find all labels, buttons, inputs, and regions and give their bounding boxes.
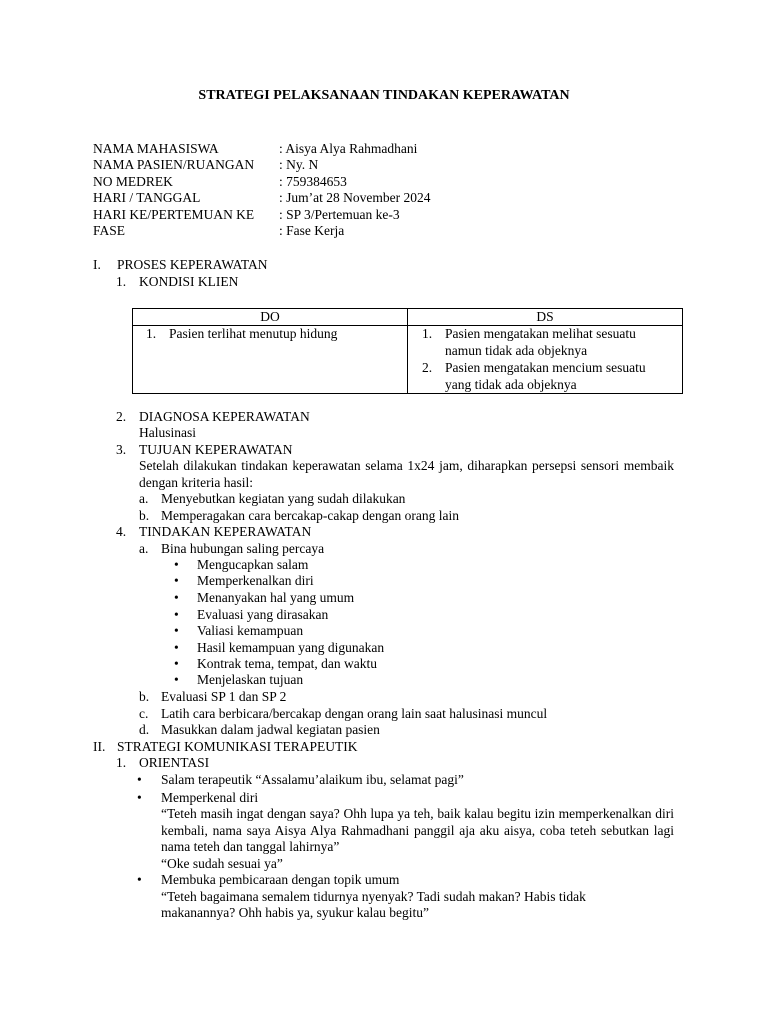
identity-value: : 759384653 [279,174,347,189]
subsection-number: 1. [116,755,127,770]
dialogue-quote: “Teteh masih ingat dengan saya? Ohh lupa ya teh, baik kalau begitu izin memperkenalkan diri kembali, nama saya Aisya Alya Rahmadhani panggil aja aku aisya, coba teteh sebutkan lagi nama teteh dan tanggal lahirnya” [161,806,674,855]
subsection-heading: TINDAKAN KEPERAWATAN [139,524,312,539]
subsection-number: 3. [116,442,127,457]
ds-cell [408,326,683,394]
action-bullet: Hasil kemampuan yang digunakan [197,640,385,655]
dialogue-quote: makanannya? Ohh habis ya, syukur kalau begitu” [161,905,430,920]
identity-label: NAMA MAHASISWA [93,141,219,156]
bullet-icon: • [174,656,179,671]
list-marker: b. [139,689,150,704]
ds-item: Pasien mengatakan mencium sesuatu [445,360,646,375]
bullet-icon: • [174,640,179,655]
dialogue-quote: “Oke sudah sesuai ya” [161,856,283,871]
list-marker: 1. [422,326,433,341]
bullet-icon: • [174,557,179,572]
action-bullet: Mengucapkan salam [197,557,309,572]
orientation-item: Membuka pembicaraan dengan topik umum [161,872,400,887]
action-bullet: Valiasi kemampuan [197,623,304,638]
list-marker: d. [139,722,150,737]
diagnosis-text: Halusinasi [139,425,196,440]
subsection-heading: KONDISI KLIEN [139,274,239,289]
action-bullet: Menanyakan hal yang umum [197,590,355,605]
bullet-icon: • [137,790,142,805]
identity-label: NO MEDREK [93,174,173,189]
action-bullet: Menjelaskan tujuan [197,672,304,687]
subsection-heading: ORIENTASI [139,755,210,770]
identity-value: : Fase Kerja [279,223,345,238]
list-marker: 2. [422,360,433,375]
action-item: Bina hubungan saling percaya [161,541,325,556]
identity-value: : Aisya Alya Rahmadhani [279,141,418,156]
bullet-icon: • [174,573,179,588]
identity-value: : Ny. N [279,157,319,172]
action-item: Evaluasi SP 1 dan SP 2 [161,689,287,704]
subsection-heading: TUJUAN KEPERAWATAN [139,442,293,457]
identity-label: NAMA PASIEN/RUANGAN [93,157,255,172]
section-heading: STRATEGI KOMUNIKASI TERAPEUTIK [117,739,358,754]
action-bullet: Kontrak tema, tempat, dan waktu [197,656,377,671]
goal-paragraph: Setelah dilakukan tindakan keperawatan selama 1x24 jam, diharapkan persepsi sensori membaik dengan kriteria hasil: [139,458,674,490]
bullet-icon: • [174,623,179,638]
do-cell [133,326,408,394]
goal-item: Menyebutkan kegiatan yang sudah dilakukan [161,491,406,506]
ds-item: Pasien mengatakan melihat sesuatu [445,326,636,341]
subsection-number: 1. [116,274,127,289]
list-marker: b. [139,508,150,523]
bullet-icon: • [137,772,142,787]
do-column-header: DO [133,309,408,326]
list-marker: 1. [146,326,157,341]
identity-label: HARI / TANGGAL [93,190,201,205]
orientation-item: Memperkenal diri [161,790,259,805]
dialogue-quote: “Teteh bagaimana semalem tidurnya nyenyak? Tadi sudah makan? Habis tidak [161,889,586,904]
action-item: Masukkan dalam jadwal kegiatan pasien [161,722,380,737]
document-title: STRATEGI PELAKSANAAN TINDAKAN KEPERAWATAN [198,88,570,103]
section-number: II. [93,739,106,754]
subsection-number: 2. [116,409,127,424]
subsection-number: 4. [116,524,127,539]
orientation-item: Salam terapeutik “Assalamu’alaikum ibu, selamat pagi” [161,772,464,787]
goal-item: Memperagakan cara bercakap-cakap dengan orang lain [161,508,459,523]
list-marker: a. [139,541,149,556]
section-heading: PROSES KEPERAWATAN [117,257,268,272]
bullet-icon: • [174,590,179,605]
section-number: I. [93,257,101,272]
action-bullet: Evaluasi yang dirasakan [197,607,329,622]
identity-value: : SP 3/Pertemuan ke-3 [279,207,400,222]
identity-label: FASE [93,223,126,238]
subsection-heading: DIAGNOSA KEPERAWATAN [139,409,310,424]
bullet-icon: • [137,872,142,887]
list-marker: c. [139,706,149,721]
client-condition-table [132,308,683,394]
identity-value: : Jum’at 28 November 2024 [279,190,431,205]
bullet-icon: • [174,672,179,687]
list-marker: a. [139,491,149,506]
ds-column-header: DS [408,309,683,326]
action-bullet: Memperkenalkan diri [197,573,314,588]
do-item: Pasien terlihat menutup hidung [169,326,338,341]
bullet-icon: • [174,607,179,622]
ds-item-continued: namun tidak ada objeknya [445,343,588,358]
action-item: Latih cara berbicara/bercakap dengan orang lain saat halusinasi muncul [161,706,548,721]
identity-label: HARI KE/PERTEMUAN KE [93,207,255,222]
ds-item-continued: yang tidak ada objeknya [445,377,577,392]
